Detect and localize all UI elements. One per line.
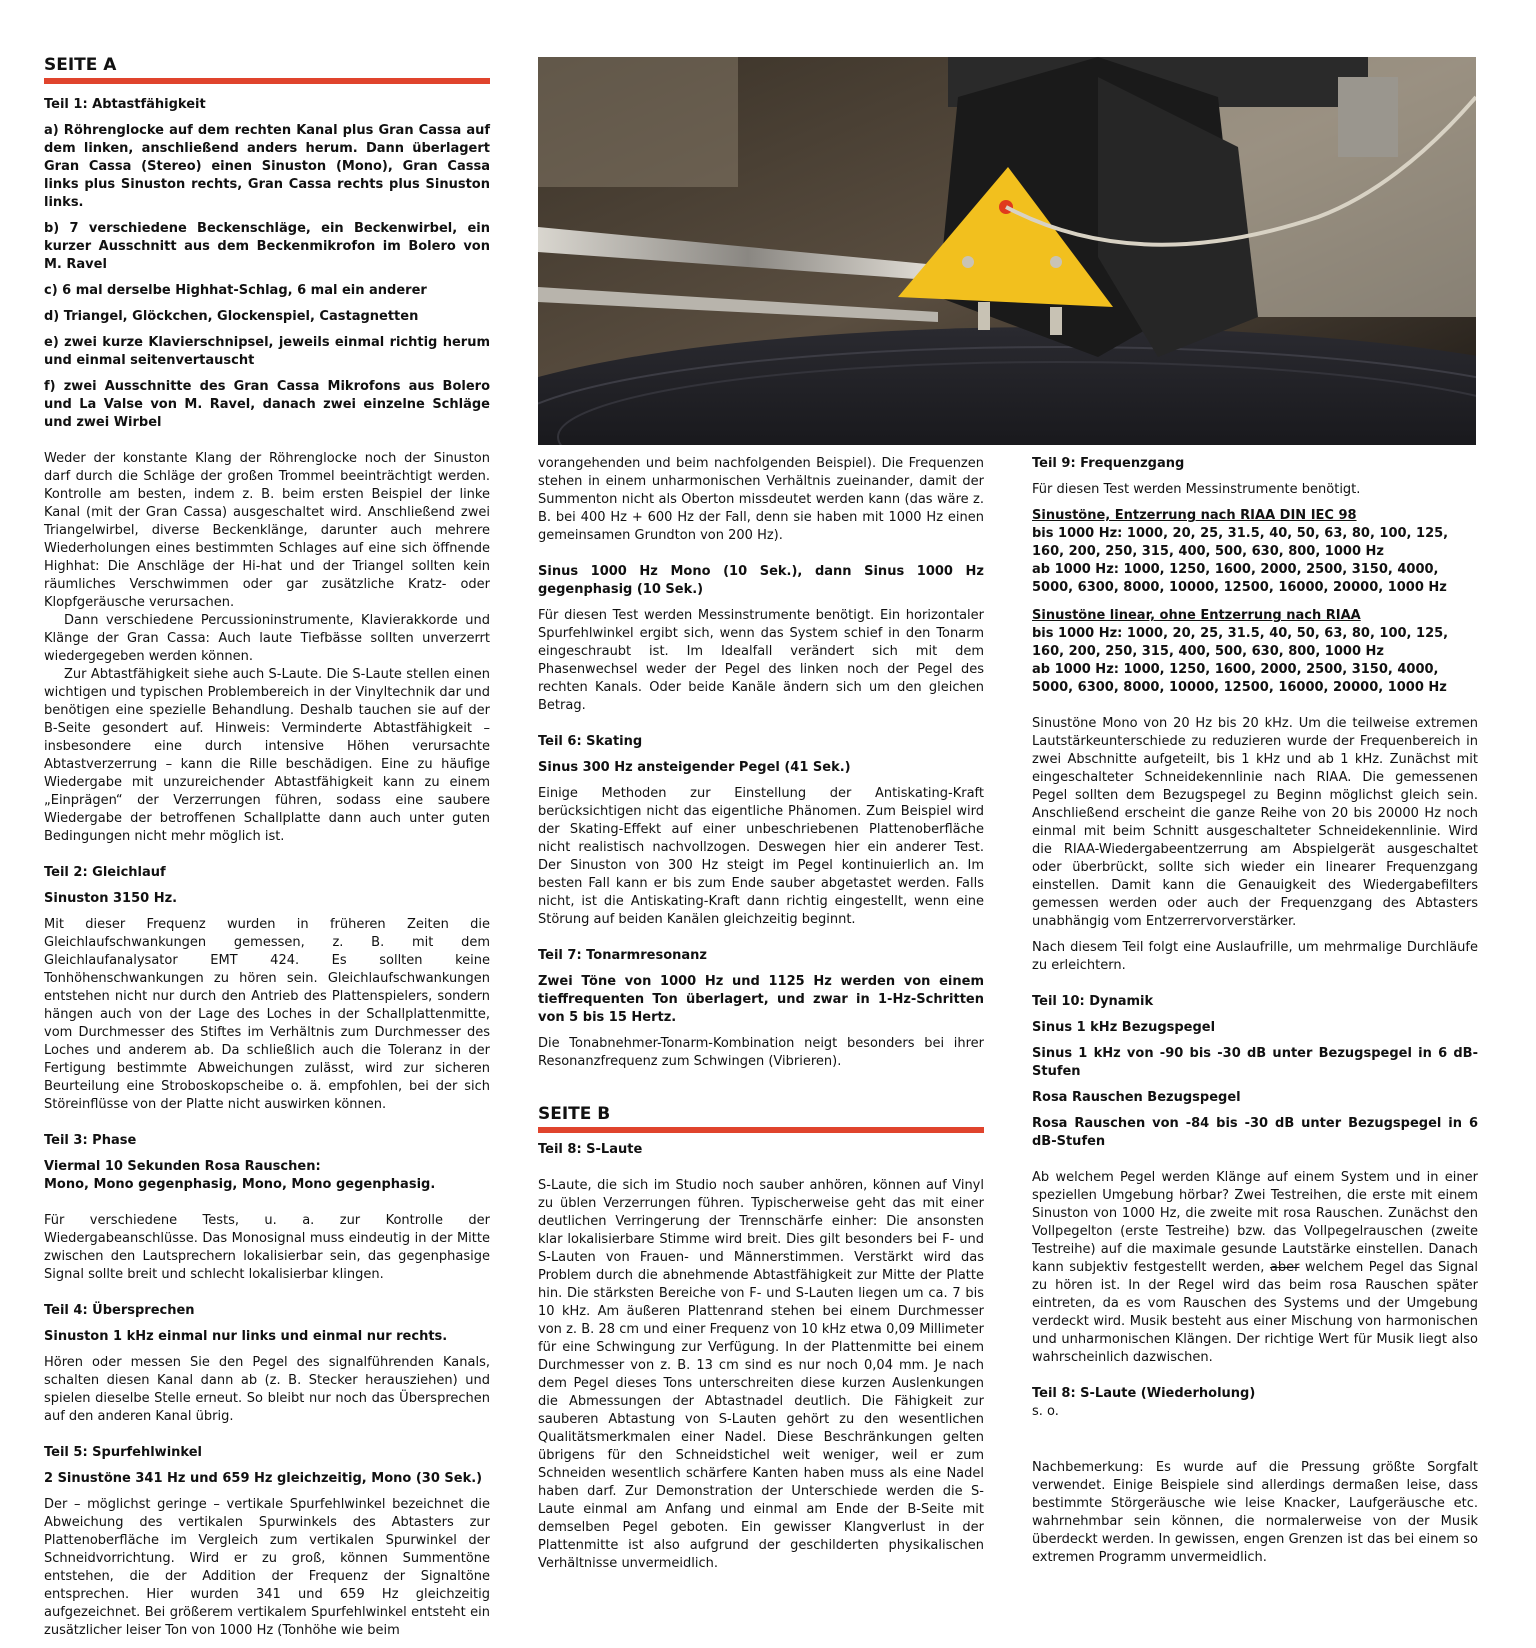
column-1: [44, 54, 490, 1648]
teil-4-subheading: Sinuston 1 kHz einmal nur links und einmal nur rechts.: [44, 1329, 448, 1344]
teil-3-paragraph: Für verschiedene Tests, u. a. zur Kontrolle der Wiedergabeanschlüsse. Das Monosignal muss eindeutig in der Mitte zwischen den Lautsprechern lokalisierbar sein, das gegenphasige Signal sollte breit und schlecht lokalisierbar klingen.: [44, 1213, 490, 1282]
teil-6-subheading: Sinus 300 Hz ansteigender Pegel (41 Sek.): [538, 760, 851, 775]
teil-1-paragraph-3: Zur Abtastfähigkeit siehe auch S-Laute. Die S-Laute stellen einen wichtigen und typischen Problembereich in der Vinyltechnik dar und benötigen eine spezielle Behandlung. Deshalb tauchen sie auf der B-Seite gesondert auf. Hinweis: Verminderte Abtastfähigkeit – insbesondere eine durch intensive Höhen verursachte Abtastverzerrung – kann die Rille beschädigen. Eine zu häufige Wiedergabe mit unzureichender Abtastfähigkeit kann zu einem „Einprägen“ der Verzerrungen führen, sodass eine saubere Wiedergabe der betroffenen Schallplatte dann auch unter guten Bedingungen nicht mehr möglich ist.: [44, 667, 490, 844]
linear-list-above-1000: ab 1000 Hz: 1000, 1250, 1600, 2000, 2500, 3150, 4000, 5000, 6300, 8000, 10000, 12500, 16000, 20000, 1000 Hz: [1032, 662, 1447, 695]
teil-5-paragraph: Der – möglichst geringe – vertikale Spurfehlwinkel bezeichnet die Abweichung des vertikalen Spurwinkels des Abtasters zur Plattenoberfläche im Vergleich zum vertikalen Spurwinkel der Schneidvorrichtung. Wird er zu groß, können Summentöne entstehen, die der Addition der Frequenz der Signaltöne entsprechen. Hier wurden 341 und 659 Hz gleichzeitig aufgezeichnet. Bei größerem vertikalem Spurfehlwinkel entsteht ein zusätzlicher leiser Ton von 1000 Hz (Tonhöhe wie beim: [44, 1497, 490, 1638]
teil-10-item-4: Rosa Rauschen von -84 bis -30 dB unter Bezugspegel in 6 dB-Stufen: [1032, 1116, 1478, 1149]
teil-10-paragraph-part-1: Ab welchem Pegel werden Klänge auf einem System und in einer speziellen Umgebung hörbar? Zwei Testreihen, die erste mit einem Sinuston von 1000 Hz, die zweite mit rosa Rauschen. Zunächst den Vollpegelton (erste Testreihe) bzw. das Vollpegelrauschen (zweite Testreihe) auf die maximale gesunde Lautstärke einstellen. Danach kann subjektiv festgestellt werden,: [1032, 1170, 1478, 1275]
teil-1-item-d: d) Triangel, Glöckchen, Glockenspiel, Castagnetten: [44, 309, 419, 324]
teil-1-item-a: a) Röhrenglocke auf dem rechten Kanal plus Gran Cassa auf dem linken, anschließend anders herum. Dann überlagert Gran Cassa (Stereo) einen Sinuston (Mono), Gran Cassa links plus Sinuston rechts, Gran Cassa rechts plus Sinuston links.: [44, 123, 490, 210]
teil-1-item-f: f) zwei Ausschnitte des Gran Cassa Mikrofons aus Bolero und La Valse von M. Ravel, danach zwei einzelne Schläge und zwei Wirbel: [44, 379, 490, 430]
teil-6-paragraph: Einige Methoden zur Einstellung der Antiskating-Kraft berücksichtigen nicht das eigentliche Phänomen. Zum Beispiel wird der Skating-Effekt auf einer unbeschriebenen Plattenoberfläche nicht realistisch nachvollzogen. Deswegen hier ein anderer Test. Der Sinuston von 300 Hz steigt im Pegel kontinuierlich an. Im besten Fall kann er bis zum Ende sauber abgetastet werden. Falls nicht, ist die Antiskating-Kraft dann richtig eingestellt, wenn eine Störung auf beiden Kanälen gleichzeitig beginnt.: [538, 786, 984, 927]
teil-7-subheading: Zwei Töne von 1000 Hz und 1125 Hz werden von einem tieffrequenten Ton überlagert, und zwar in 1-Hz-Schritten von 5 bis 15 Hertz.: [538, 974, 984, 1025]
section-heading-seite-a: SEITE A: [44, 54, 490, 84]
teil-2-heading: Teil 2: Gleichlauf: [44, 865, 166, 880]
teil-8-repeat-note: s. o.: [1032, 1404, 1059, 1419]
teil-1-paragraph-2: Dann verschiedene Percussioninstrumente, Klavierakkorde und Klänge der Gran Cassa: Auch laute Tiefbässe sollten unverzerrt wiedergegeben werden können.: [44, 613, 490, 664]
column-2: [538, 455, 984, 1581]
closing-note: Nachbemerkung: Es wurde auf die Pressung größte Sorgfalt verwendet. Einige Beispiele sind allerdings dermaßen leise, dass bestimmte Störgeräusche wie leise Knacker, Laufgeräusche etc. wahrnehmbar sein können, die normalerweise von der Musik überdeckt werden. In gewissen, engen Grenzen ist das bei einem so extremen Programm unvermeidlich.: [1032, 1460, 1478, 1565]
teil-1-item-c: c) 6 mal derselbe Highhat-Schlag, 6 mal ein anderer: [44, 283, 427, 298]
teil-8-heading: Teil 8: S-Laute: [538, 1142, 643, 1157]
teil-3-subheading-1: Viermal 10 Sekunden Rosa Rauschen:: [44, 1159, 321, 1174]
teil-4-heading: Teil 4: Übersprechen: [44, 1303, 195, 1318]
teil-9-intro: Für diesen Test werden Messinstrumente benötigt.: [1032, 482, 1361, 497]
riaa-list-title: Sinustöne, Entzerrung nach RIAA DIN IEC 98: [1032, 508, 1357, 523]
teil-5-subheading-2: Sinus 1000 Hz Mono (10 Sek.), dann Sinus 1000 Hz gegenphasig (10 Sek.): [538, 564, 984, 597]
teil-10-paragraph-part-2: welchem Pegel das Signal zu hören ist. In der Regel wird das beim rosa Rauschen später eintreten, da es vom Rauschen des Systems und der Umgebung verdeckt wird. Musik besteht aus einer Mischung von harmonischen und unharmonischen Klängen. Der richtige Wert für Musik liegt also wahrscheinlich dazwischen.: [1032, 1260, 1478, 1365]
teil-5-subheading: 2 Sinustöne 341 Hz und 659 Hz gleichzeitig, Mono (30 Sek.): [44, 1471, 483, 1486]
teil-7-paragraph: Die Tonabnehmer-Tonarm-Kombination neigt besonders bei ihrer Resonanzfrequenz zum Schwingen (Vibrieren).: [538, 1036, 984, 1069]
column-3: [1032, 455, 1478, 1575]
teil-8-paragraph: S-Laute, die sich im Studio noch sauber anhören, können auf Vinyl zu üblen Verzerrungen führen. Typischerweise geht das mit einer deutlichen Verringerung der Trennschärfe einher: Die ansonsten klar lokalisierbare Stimme wird breit. Dies gilt besonders bei F- und S-Lauten von Frauen- und Männerstimmen. Verstärkt wird das Problem durch die abnehmende Abtastfähigkeit zur Mitte der Platte hin. Die stärksten Bereiche von F- und S-Lauten liegen um ca. 7 bis 10 kHz. Am äußeren Plattenrand stehen bei einem Durchmesser von z. B. 28 cm und einer Frequenz von 10 kHz etwa 0,09 Millimeter für eine Schwingung zur Verfügung. In der Plattenmitte bei einem Durchmesser von z. B. 13 cm sind es nur noch 0,04 mm. Je nach dem Pegel dieses Tons unterschreiten diese kurzen Auslenkungen die Abmessungen der Abtastnadel deutlich. Die Fähigkeit zur sauberen Abtastung von S-Lauten gehört zu den wesentlichen Qualitätsmerkmalen einer Nadel. Diese Beschränkungen gelten übrigens für den Schneidstichel weit weniger, weil er zum Schneiden wesentlich schärfere Kanten haben muss als eine Nadel haben darf. Zur Demonstration der Unterschiede werden die S-Laute einmal am Anfang und einmal am Ende der B-Seite mit demselben Pegel geboten. Ein gewisser Klangverlust in der Plattenmitte ist also aufgrund der geschilderten physikalischen Verhältnisse unvermeidlich.: [538, 1178, 984, 1571]
teil-10-heading: Teil 10: Dynamik: [1032, 994, 1154, 1009]
teil-5-paragraph-continued: vorangehenden und beim nachfolgenden Beispiel). Die Frequenzen stehen in einem unharmonischen Verhältnis zueinander, damit der Summenton nicht als Oberton missdeutet werden kann (das wäre z. B. bei 400 Hz + 600 Hz der Fall, denn sie haben mit 1000 Hz einen gemeinsamen Grundton von 200 Hz).: [538, 456, 984, 543]
turntable-cartridge-photo: [538, 57, 1476, 445]
teil-9-paragraph-1: Sinustöne Mono von 20 Hz bis 20 kHz. Um die teilweise extremen Lautstärkeunterschiede zu reduzieren wurde der Frequenbereich in zwei Abschnitte aufgeteilt, bis 1 kHz und ab 1 kHz. Zunächst mit eingeschalteter Schneidekennlinie nach RIAA. Die gemessenen Pegel sollten dem Bezugspegel zu Beginn möglichst gleich sein. Anschließend erscheint die ganze Reihe von 20 bis 20000 Hz noch einmal mit beim Schnitt ausgeschalteter Schneidekennlinie. Wird die RIAA-Wiedergabeentzerrung am Abspielgerät ausgeschaltet oder überbrückt, sollte sich wieder ein linearer Frequenzgang einstellen. Damit kann die Genauigkeit des Wiedergabefilters gemessen werden oder auch der Frequenzgang des Abtasters unabhängig vom Entzerrervorverstärker.: [1032, 716, 1478, 929]
teil-4-paragraph: Hören oder messen Sie den Pegel des signalführenden Kanals, schalten diesen Kanal dann ab (z. B. Stecker herausziehen) und spielen dieselbe Stelle erneut. So bleibt nur noch das Übersprechen auf den anderen Kanal übrig.: [44, 1355, 490, 1424]
teil-2-subheading: Sinuston 3150 Hz.: [44, 891, 178, 906]
teil-7-heading: Teil 7: Tonarmresonanz: [538, 948, 707, 963]
teil-5-heading: Teil 5: Spurfehlwinkel: [44, 1445, 202, 1460]
teil-10-item-1: Sinus 1 kHz Bezugspegel: [1032, 1020, 1216, 1035]
teil-10-paragraph: [1032, 1169, 1478, 1367]
riaa-list-above-1000: ab 1000 Hz: 1000, 1250, 1600, 2000, 2500, 3150, 4000, 5000, 6300, 8000, 10000, 12500, 16000, 20000, 1000 Hz: [1032, 562, 1447, 595]
teil-10-item-2: Sinus 1 kHz von -90 bis -30 dB unter Bezugspegel in 6 dB-Stufen: [1032, 1046, 1478, 1079]
linear-list-title: Sinustöne linear, ohne Entzerrung nach RIAA: [1032, 608, 1361, 623]
teil-6-heading: Teil 6: Skating: [538, 734, 643, 749]
teil-10-item-3: Rosa Rauschen Bezugspegel: [1032, 1090, 1241, 1105]
teil-1-heading: Teil 1: Abtastfähigkeit: [44, 97, 206, 112]
teil-9-paragraph-2: Nach diesem Teil folgt eine Auslaufrille, um mehrmalige Durchläufe zu erleichtern.: [1032, 940, 1478, 973]
teil-8-repeat-heading: Teil 8: S-Laute (Wiederholung): [1032, 1386, 1256, 1401]
struck-word: aber: [1269, 1260, 1300, 1275]
section-heading-seite-b: SEITE B: [538, 1103, 984, 1133]
teil-2-paragraph: Mit dieser Frequenz wurden in früheren Zeiten die Gleichlaufschwankungen gemessen, z. B. mit dem Gleichlaufanalysator EMT 424. Es sollten keine Tonhöhenschwankungen zu hören sein. Gleichlaufschwankungen entstehen nicht nur durch den Antrieb des Plattenspielers, sondern hängen auch von der Lage des Loches in der Schallplattenmitte, vom Durchmesser des Stiftes im Verhältnis zum Durchmesser des Loches und anderem ab. Da schließlich auch die Toleranz in der Fertigung bestimmte Abweichungen zulässt, wird zur sicheren Beurteilung eine Stroboskopscheibe o. ä. empfohlen, bei der sich Störeinflüsse von der Platte nicht auswirken können.: [44, 917, 490, 1112]
teil-5-paragraph-2: Für diesen Test werden Messinstrumente benötigt. Ein horizontaler Spurfehlwinkel ergibt sich, wenn das System schief in den Tonarm eingeschraubt ist. Im Idealfall verändert sich mit dem Phasenwechsel weder der Pegel des linken noch der Pegel des rechten Kanals. Oder beide Kanäle ändern sich um den gleichen Betrag.: [538, 608, 984, 713]
teil-1-paragraph-1: Weder der konstante Klang der Röhrenglocke noch der Sinuston darf durch die Schläge der großen Trommel beeinträchtigt werden. Kontrolle am besten, indem z. B. beim ersten Beispiel der linke Kanal (mit der Gran Cassa) ausgeschaltet wird. Anschließend zwei Triangelwirbel, diverse Beckenklänge, darunter auch mehrere Wiederholungen eines bestimmten Schlages auf eine sich öffnende Highhat: Die Anschläge der Hi-hat und der Triangel sollten kein räumliches Verschwimmen oder gar zusätzliche Kratz- oder Klopfgeräusche verursachen.: [44, 451, 490, 610]
riaa-list-below-1000: bis 1000 Hz: 1000, 20, 25, 31.5, 40, 50, 63, 80, 100, 125, 160, 200, 250, 315, 400, 500, 630, 800, 1000 Hz: [1032, 526, 1449, 559]
teil-3-subheading-2: Mono, Mono gegenphasig, Mono, Mono gegenphasig.: [44, 1177, 436, 1192]
cartridge-photo-illustration: [538, 57, 1476, 445]
teil-1-item-b: b) 7 verschiedene Beckenschläge, ein Beckenwirbel, ein kurzer Ausschnitt aus dem Beckenmikrofon im Bolero von M. Ravel: [44, 221, 490, 272]
teil-1-item-e: e) zwei kurze Klavierschnipsel, jeweils einmal richtig herum und einmal seitenvertauscht: [44, 335, 490, 368]
teil-9-heading: Teil 9: Frequenzgang: [1032, 456, 1185, 471]
linear-list-below-1000: bis 1000 Hz: 1000, 20, 25, 31.5, 40, 50, 63, 80, 100, 125, 160, 200, 250, 315, 400, 500, 630, 800, 1000 Hz: [1032, 626, 1449, 659]
teil-3-heading: Teil 3: Phase: [44, 1133, 137, 1148]
